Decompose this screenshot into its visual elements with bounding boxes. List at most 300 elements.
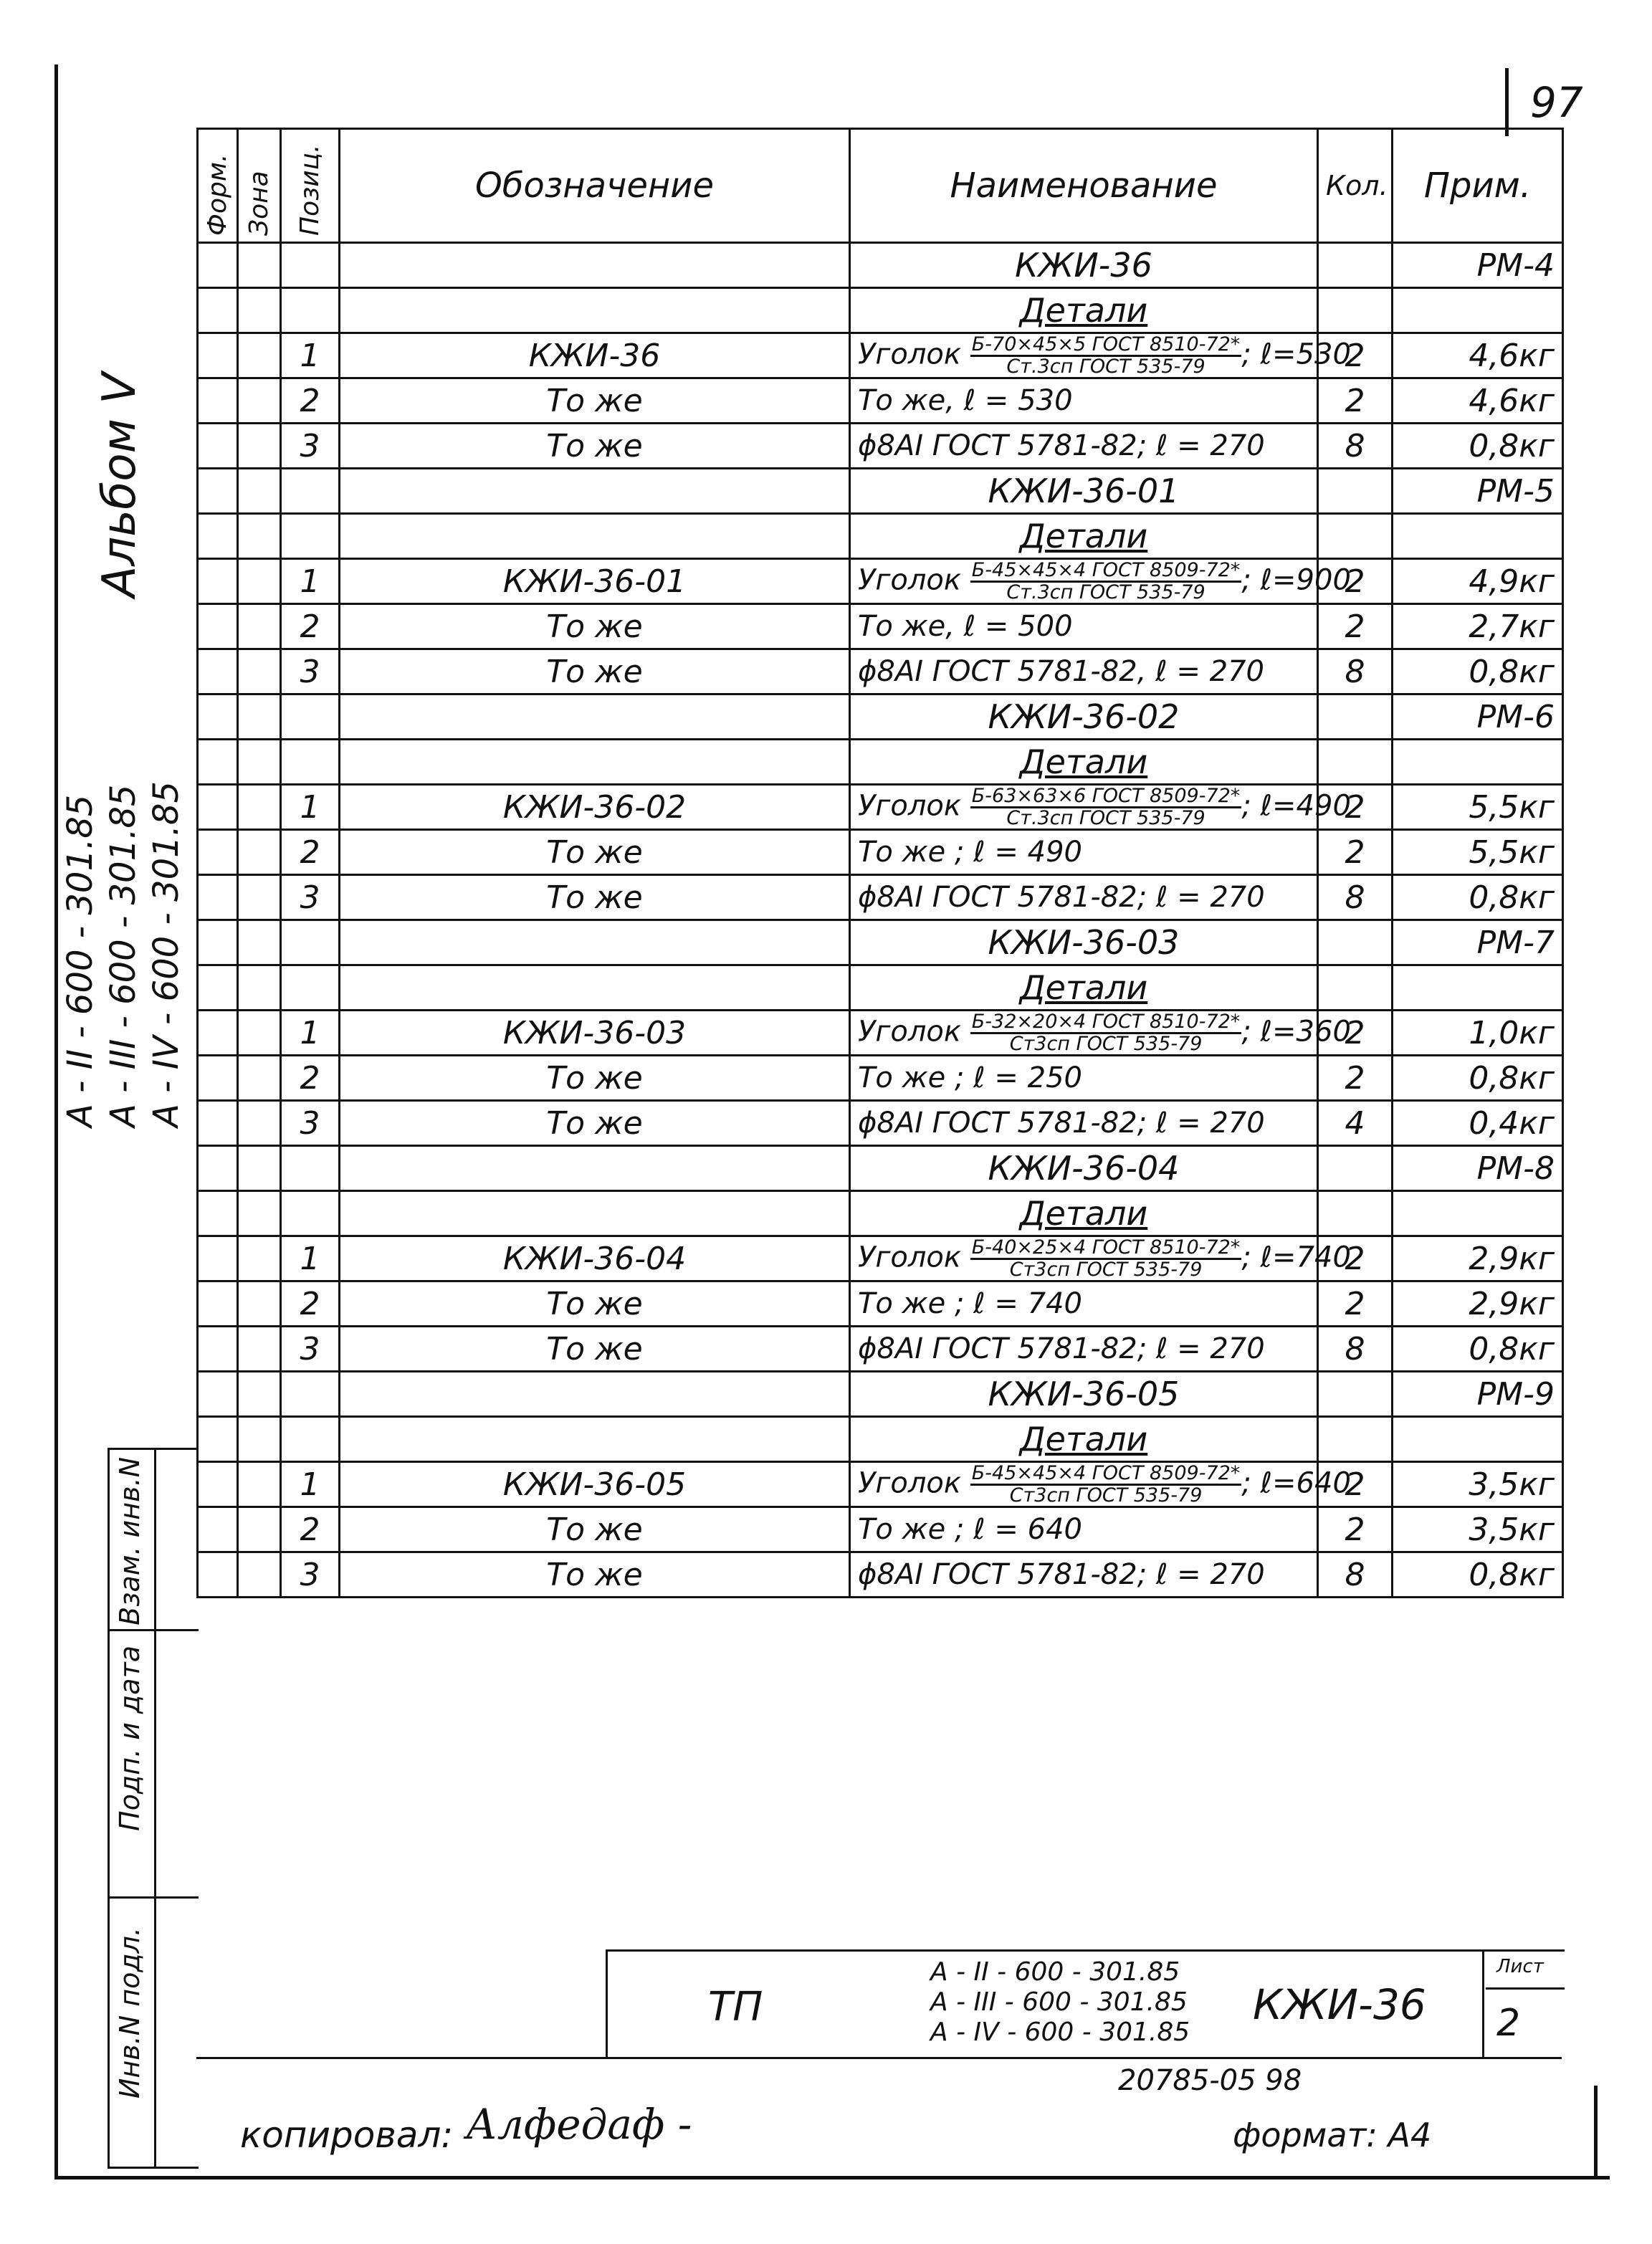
cell-zone [238, 1236, 281, 1281]
series-code: А - II - 600 - 301.85 [60, 794, 100, 1127]
cell-zone [238, 469, 281, 514]
table-header-row [198, 129, 1563, 243]
cell-position: 3 [281, 424, 340, 469]
cell-name: Детали [850, 965, 1318, 1011]
cell-note: 0,8кг [1393, 1327, 1563, 1372]
cell-name: Детали [850, 1191, 1318, 1236]
profile-fraction [970, 1461, 1242, 1507]
item-length: ; ℓ=490 [1241, 789, 1351, 822]
cell-position: 2 [281, 1507, 340, 1552]
copier-signature: Алфедаф - [466, 2100, 692, 2149]
fraction-denominator: Ст.3сп ГОСТ 535-79 [1006, 581, 1205, 603]
cell-position: 1 [281, 785, 340, 830]
cell-position [281, 243, 340, 288]
cell-note: 4,6кг [1393, 333, 1563, 378]
cell-format [198, 1056, 238, 1101]
table-row [198, 830, 1563, 875]
cell-zone [238, 604, 281, 649]
cell-note: 0,8кг [1393, 649, 1563, 694]
cell-zone [238, 965, 281, 1011]
cell-name: Детали [850, 514, 1318, 559]
cell-position: 1 [281, 1462, 340, 1507]
cell-name [850, 1236, 1351, 1281]
doc-number: 20785-05 98 [1118, 2064, 1302, 2097]
cell-position: 1 [281, 333, 340, 378]
cell-designation [340, 694, 850, 740]
cell-zone [238, 1417, 281, 1462]
cell-qty [1318, 1372, 1393, 1417]
fraction-denominator: Ст3сп ГОСТ 535-79 [1009, 1484, 1203, 1507]
item-prefix: Уголок [858, 1015, 962, 1048]
table-row [198, 785, 1563, 830]
sheet-number: 2 [1496, 2002, 1521, 2045]
cell-designation: То же [340, 1101, 850, 1146]
table-row [198, 1507, 1563, 1552]
cell-zone [238, 1056, 281, 1101]
cell-format [198, 785, 238, 830]
cell-format [198, 965, 238, 1011]
cell-qty: 8 [1318, 424, 1393, 469]
table-row [198, 1056, 1563, 1101]
cell-format [198, 378, 238, 424]
cell-format [198, 514, 238, 559]
cell-name: КЖИ-36-05 [850, 1372, 1318, 1417]
title-code: А - III - 600 - 301.85 [930, 1987, 1188, 2017]
title-code: А - IV - 600 - 301.85 [930, 2018, 1190, 2047]
cell-designation [340, 1191, 850, 1236]
cell-designation [340, 514, 850, 559]
cell-qty: 2 [1318, 785, 1393, 830]
cell-qty: 4 [1318, 1101, 1393, 1146]
cell-format [198, 830, 238, 875]
item-prefix: Уголок [858, 338, 962, 371]
series-codes [59, 781, 188, 1127]
cell-zone [238, 424, 281, 469]
cell-qty [1318, 514, 1393, 559]
cell-note: 0,8кг [1393, 1552, 1563, 1598]
table-row [198, 1236, 1563, 1281]
title-org: ТП [708, 1984, 763, 2030]
fraction-numerator: Б-32×20×4 ГОСТ 8510-72* [971, 1010, 1241, 1033]
cell-name: Детали [850, 288, 1318, 333]
cell-qty [1318, 288, 1393, 333]
table-row [198, 333, 1563, 378]
table-row [198, 1146, 1563, 1191]
cell-note: РМ-5 [1393, 469, 1563, 514]
cell-name [850, 558, 1351, 604]
fraction-denominator: Ст3сп ГОСТ 535-79 [1009, 1032, 1203, 1055]
cell-note: 0,8кг [1393, 1056, 1563, 1101]
cell-zone [238, 243, 281, 288]
cell-designation: То же [340, 1281, 850, 1327]
cell-format [198, 1236, 238, 1281]
table-row [198, 1191, 1563, 1236]
stamp-replace-inv: Взам. инв.N [110, 1450, 199, 1631]
cell-zone [238, 920, 281, 965]
table-row [198, 694, 1563, 740]
cell-note [1393, 514, 1563, 559]
title-code: А - II - 600 - 301.85 [930, 1957, 1180, 1987]
cell-zone [238, 1011, 281, 1056]
cell-qty: 8 [1318, 1552, 1393, 1598]
cell-designation: То же [340, 875, 850, 920]
frame-bottom-border [54, 2176, 1610, 2179]
cell-note: РМ-6 [1393, 694, 1563, 740]
item-length: ; ℓ=530 [1241, 338, 1351, 371]
cell-designation: То же [340, 378, 850, 424]
cell-note: РМ-4 [1393, 243, 1563, 288]
table-row [198, 288, 1563, 333]
table-row [198, 1281, 1563, 1327]
profile-fraction [970, 1012, 1242, 1054]
cell-designation: КЖИ-36-02 [340, 785, 850, 830]
cell-zone [238, 694, 281, 740]
album-label: Альбом V [93, 373, 146, 598]
cell-note: 4,9кг [1393, 559, 1563, 604]
cell-format [198, 1372, 238, 1417]
table-row [198, 514, 1563, 559]
cell-designation: КЖИ-36-04 [340, 1236, 850, 1281]
table-row [198, 469, 1563, 514]
cell-format [198, 1507, 238, 1552]
cell-qty: 8 [1318, 649, 1393, 694]
cell-designation [340, 965, 850, 1011]
cell-qty [1318, 1417, 1393, 1462]
cell-format [198, 875, 238, 920]
cell-designation [340, 920, 850, 965]
cell-name [850, 1010, 1351, 1056]
header-zone: Зона [238, 129, 281, 243]
cell-note: 0,4кг [1393, 1101, 1563, 1146]
item-prefix: Уголок [858, 1241, 962, 1274]
cell-qty [1318, 694, 1393, 740]
table-row [198, 1327, 1563, 1372]
cell-qty [1318, 469, 1393, 514]
cell-qty: 8 [1318, 875, 1393, 920]
profile-fraction [970, 560, 1242, 603]
fraction-numerator: Б-63×63×6 ГОСТ 8509-72* [971, 784, 1241, 807]
cell-note: 1,0кг [1393, 1011, 1563, 1056]
cell-designation: То же [340, 1507, 850, 1552]
cell-zone [238, 288, 281, 333]
table-row [198, 243, 1563, 288]
cell-qty [1318, 740, 1393, 785]
header-designation: Обозначение [340, 129, 850, 243]
fraction-numerator: Б-40×25×4 ГОСТ 8510-72* [971, 1236, 1241, 1259]
item-length: ; ℓ=640 [1241, 1466, 1351, 1499]
cell-zone [238, 333, 281, 378]
cell-designation: То же [340, 424, 850, 469]
format-label: формат: А4 [1233, 2116, 1432, 2154]
cell-name: ϕ8АI ГОСТ 5781-82; ℓ = 270 [850, 875, 1318, 920]
copied-by-label: копировал: [240, 2114, 454, 2156]
cell-qty: 2 [1318, 604, 1393, 649]
profile-fraction [970, 786, 1242, 829]
cell-qty: 2 [1318, 1011, 1393, 1056]
cell-position [281, 965, 340, 1011]
cell-position: 2 [281, 604, 340, 649]
cell-format [198, 1011, 238, 1056]
stamp-inv-orig: Инв.N подл. [114, 1927, 145, 2099]
series-code: А - III - 600 - 301.85 [103, 784, 143, 1127]
cell-position: 2 [281, 378, 340, 424]
cell-name [850, 1461, 1351, 1507]
cell-format [198, 469, 238, 514]
cell-zone [238, 559, 281, 604]
cell-format [198, 1146, 238, 1191]
cell-designation: КЖИ-36-01 [340, 559, 850, 604]
cell-position [281, 1146, 340, 1191]
cell-designation [340, 243, 850, 288]
cell-format [198, 559, 238, 604]
item-prefix: Уголок [858, 789, 962, 822]
cell-zone [238, 830, 281, 875]
cell-zone [238, 649, 281, 694]
cell-position [281, 288, 340, 333]
header-qty: Кол. [1318, 129, 1393, 243]
cell-position [281, 469, 340, 514]
cell-zone [238, 740, 281, 785]
item-prefix: Уголок [858, 563, 962, 596]
cell-designation: То же [340, 830, 850, 875]
cell-note: 3,5кг [1393, 1462, 1563, 1507]
cell-designation [340, 1372, 850, 1417]
cell-zone [238, 1507, 281, 1552]
cell-format [198, 740, 238, 785]
fraction-numerator: Б-45×45×4 ГОСТ 8509-72* [971, 558, 1241, 581]
cell-name: ϕ8АI ГОСТ 5781-82; ℓ = 270 [850, 1101, 1318, 1146]
table-row [198, 1011, 1563, 1056]
frame-left-border [54, 65, 58, 2179]
table-row [198, 378, 1563, 424]
cell-name: То же ; ℓ = 250 [850, 1056, 1318, 1101]
cell-zone [238, 378, 281, 424]
cell-designation: То же [340, 1552, 850, 1598]
page-number-box [1505, 68, 1652, 136]
cell-position [281, 1191, 340, 1236]
cell-zone [238, 1281, 281, 1327]
cell-note: 4,6кг [1393, 378, 1563, 424]
cell-note [1393, 1191, 1563, 1236]
table-row [198, 920, 1563, 965]
profile-fraction [970, 1238, 1242, 1280]
cell-qty [1318, 920, 1393, 965]
cell-name: ϕ8АI ГОСТ 5781-82; ℓ = 270 [850, 1552, 1318, 1598]
table-row [198, 1372, 1563, 1417]
item-prefix: Уголок [858, 1466, 962, 1499]
cell-position: 1 [281, 559, 340, 604]
table-row [198, 1417, 1563, 1462]
header-format: Форм. [198, 129, 238, 243]
cell-format [198, 1327, 238, 1372]
cell-note: РМ-8 [1393, 1146, 1563, 1191]
cell-format [198, 1462, 238, 1507]
cell-zone [238, 1462, 281, 1507]
cell-name: То же ; ℓ = 740 [850, 1281, 1318, 1327]
cell-qty [1318, 965, 1393, 1011]
header-note: Прим. [1393, 129, 1563, 243]
cell-qty: 2 [1318, 559, 1393, 604]
cell-designation: КЖИ-36 [340, 333, 850, 378]
cell-designation [340, 288, 850, 333]
cell-name [850, 784, 1351, 830]
cell-position: 3 [281, 1101, 340, 1146]
cell-zone [238, 1552, 281, 1598]
item-length: ; ℓ=900 [1241, 563, 1351, 596]
cell-position [281, 694, 340, 740]
cell-qty: 2 [1318, 1056, 1393, 1101]
item-length: ; ℓ=740 [1241, 1241, 1351, 1274]
cell-note [1393, 965, 1563, 1011]
cell-note [1393, 1417, 1563, 1462]
cell-name: Детали [850, 1417, 1318, 1462]
cell-position: 2 [281, 1281, 340, 1327]
cell-name [850, 333, 1351, 378]
cell-designation: То же [340, 1056, 850, 1101]
cell-position: 3 [281, 1327, 340, 1372]
cell-note: 2,7кг [1393, 604, 1563, 649]
cell-zone [238, 514, 281, 559]
cell-note [1393, 288, 1563, 333]
cell-zone [238, 1146, 281, 1191]
fraction-denominator: Ст.3сп ГОСТ 535-79 [1006, 806, 1205, 829]
cell-format [198, 649, 238, 694]
cell-format [198, 694, 238, 740]
item-length: ; ℓ=360 [1241, 1015, 1351, 1048]
cell-qty: 2 [1318, 1462, 1393, 1507]
cell-format [198, 333, 238, 378]
cell-designation: КЖИ-36-05 [340, 1462, 850, 1507]
cell-designation: То же [340, 649, 850, 694]
cell-name: То же, ℓ = 530 [850, 378, 1318, 424]
cell-zone [238, 1327, 281, 1372]
cell-position [281, 920, 340, 965]
cell-note: 5,5кг [1393, 830, 1563, 875]
cell-position: 3 [281, 1552, 340, 1598]
frame-right-tick [1594, 2086, 1598, 2179]
cell-name: КЖИ-36-04 [850, 1146, 1318, 1191]
cell-note: 2,9кг [1393, 1236, 1563, 1281]
cell-position [281, 514, 340, 559]
cell-format [198, 243, 238, 288]
cell-format [198, 1191, 238, 1236]
title-product: КЖИ-36 [1253, 1980, 1426, 2029]
table-row [198, 559, 1563, 604]
cell-qty: 2 [1318, 333, 1393, 378]
cell-format [198, 1101, 238, 1146]
cell-format [198, 1417, 238, 1462]
cell-format [198, 920, 238, 965]
fraction-numerator: Б-45×45×4 ГОСТ 8509-72* [971, 1461, 1241, 1484]
cell-position: 2 [281, 1056, 340, 1101]
specification-table [196, 128, 1564, 1598]
table-row [198, 740, 1563, 785]
cell-qty [1318, 1146, 1393, 1191]
cell-designation: То же [340, 604, 850, 649]
table-row [198, 965, 1563, 1011]
page-number: 97 [1530, 78, 1583, 127]
cell-note: 3,5кг [1393, 1507, 1563, 1552]
cell-note: 0,8кг [1393, 875, 1563, 920]
stamp-sign-date: Подп. и дата [110, 1631, 199, 1899]
cell-name: ϕ8АI ГОСТ 5781-82, ℓ = 270 [850, 649, 1318, 694]
table-row [198, 1462, 1563, 1507]
cell-note [1393, 740, 1563, 785]
cell-format [198, 424, 238, 469]
sheet-divider [1486, 1987, 1565, 1990]
cell-qty: 2 [1318, 378, 1393, 424]
cell-zone [238, 875, 281, 920]
fraction-denominator: Ст.3сп ГОСТ 535-79 [1006, 355, 1205, 378]
cell-qty: 2 [1318, 830, 1393, 875]
cell-position [281, 1372, 340, 1417]
cell-format [198, 288, 238, 333]
cell-name: КЖИ-36-01 [850, 469, 1318, 514]
cell-name: То же ; ℓ = 640 [850, 1507, 1318, 1552]
cell-name: То же ; ℓ = 490 [850, 830, 1318, 875]
cell-name: ϕ8АI ГОСТ 5781-82; ℓ = 270 [850, 424, 1318, 469]
cell-name: КЖИ-36 [850, 243, 1318, 288]
cell-format [198, 1552, 238, 1598]
header-position: Позиц. [281, 129, 340, 243]
cell-name: То же, ℓ = 500 [850, 604, 1318, 649]
cell-designation [340, 1146, 850, 1191]
cell-qty [1318, 243, 1393, 288]
cell-designation [340, 469, 850, 514]
cell-note: 5,5кг [1393, 785, 1563, 830]
cell-position: 2 [281, 830, 340, 875]
header-name: Наименование [850, 129, 1318, 243]
cell-zone [238, 1101, 281, 1146]
table-row [198, 424, 1563, 469]
side-stamp [108, 1448, 199, 2169]
cell-designation [340, 740, 850, 785]
table-row [198, 649, 1563, 694]
cell-designation [340, 1417, 850, 1462]
cell-qty: 2 [1318, 1507, 1393, 1552]
cell-qty: 2 [1318, 1236, 1393, 1281]
cell-qty [1318, 1191, 1393, 1236]
series-code: А - IV - 600 - 301.85 [146, 781, 186, 1127]
cell-position [281, 1417, 340, 1462]
cell-zone [238, 1191, 281, 1236]
cell-name: ϕ8АI ГОСТ 5781-82; ℓ = 270 [850, 1327, 1318, 1372]
cell-note: РМ-7 [1393, 920, 1563, 965]
cell-designation: То же [340, 1327, 850, 1372]
fraction-numerator: Б-70×45×5 ГОСТ 8510-72* [971, 333, 1241, 355]
cell-position [281, 740, 340, 785]
cell-format [198, 1281, 238, 1327]
cell-note: 0,8кг [1393, 424, 1563, 469]
cell-designation: КЖИ-36-03 [340, 1011, 850, 1056]
sheet-label: Лист [1496, 1956, 1544, 1977]
cell-qty: 2 [1318, 1281, 1393, 1327]
title-block [606, 1949, 1565, 2059]
cell-position: 1 [281, 1236, 340, 1281]
table-row [198, 604, 1563, 649]
cell-zone [238, 785, 281, 830]
table-body [198, 243, 1563, 1598]
profile-fraction [970, 335, 1242, 377]
cell-note: 2,9кг [1393, 1281, 1563, 1327]
cell-name: Детали [850, 740, 1318, 785]
cell-qty: 8 [1318, 1327, 1393, 1372]
fraction-denominator: Ст3сп ГОСТ 535-79 [1009, 1258, 1203, 1281]
table-row [198, 875, 1563, 920]
cell-position: 3 [281, 649, 340, 694]
cell-name: КЖИ-36-02 [850, 694, 1318, 740]
cell-note: РМ-9 [1393, 1372, 1563, 1417]
